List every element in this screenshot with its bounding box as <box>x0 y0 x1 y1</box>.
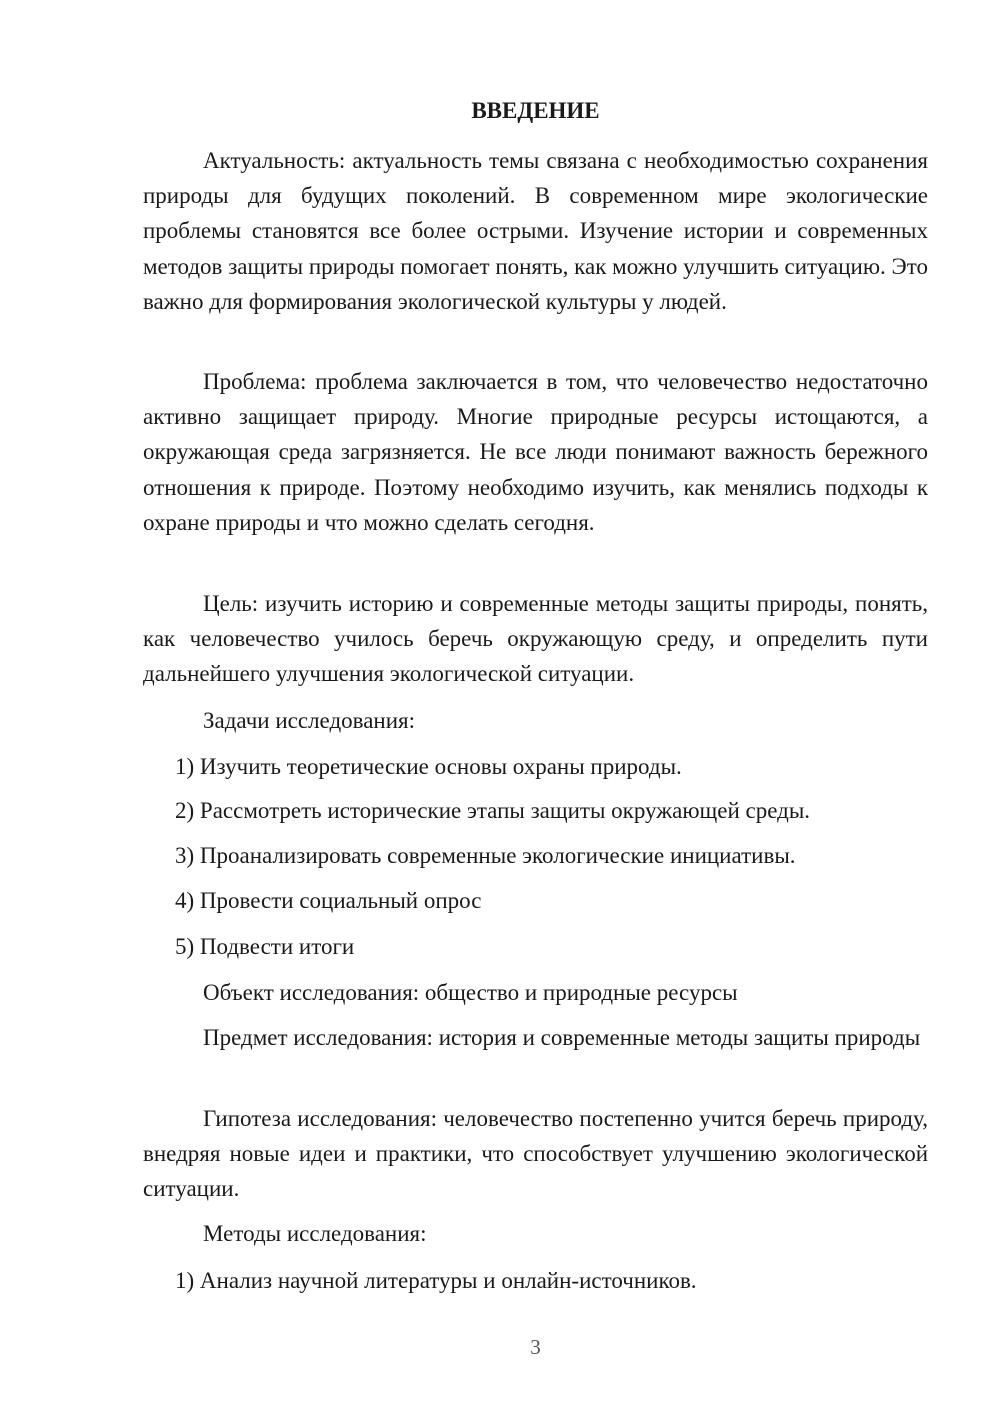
page-number: 3 <box>530 1335 541 1359</box>
paragraph-goal: Цель: изучить историю и современные методы защиты природы, понять, как человечество училось беречь окружающую среду, и определить пути дальнейшего улучшения экологической ситуации. <box>143 591 928 687</box>
task-item-1: 1) Изучить теоретические основы охраны природы. <box>175 754 682 779</box>
paragraph-hypothesis: Гипотеза исследования: человечество постепенно учится беречь природу, внедряя новые идеи и практики, что способствует улучшению экологической ситуации. <box>143 1106 928 1202</box>
tasks-heading: Задачи исследования: <box>203 708 416 733</box>
paragraph-object: Объект исследования: общество и природные ресурсы <box>203 980 738 1005</box>
paragraph-subject: Предмет исследования: история и современные методы защиты природы <box>203 1025 921 1050</box>
page-title: ВВЕДЕНИЕ <box>471 98 600 123</box>
document-page <box>143 0 928 1414</box>
method-item-1: 1) Анализ научной литературы и онлайн-источников. <box>175 1268 697 1293</box>
task-item-5: 5) Подвести итоги <box>175 934 355 959</box>
methods-heading: Методы исследования: <box>203 1221 427 1246</box>
paragraph-problem: Проблема: проблема заключается в том, что человечество недостаточно активно защищает природу. Многие природные ресурсы истощаются, а окружающая среда загрязняется. Не все люди понимают важность бережного отношения к природе. Поэтому необходимо изучить, как менялись подходы к охране природы и что можно сделать сегодня. <box>143 369 928 535</box>
task-item-2: 2) Рассмотреть исторические этапы защиты окружающей среды. <box>175 798 811 823</box>
task-item-3: 3) Проанализировать современные экологические инициативы. <box>175 843 796 868</box>
task-item-4: 4) Провести социальный опрос <box>175 888 482 913</box>
paragraph-relevance: Актуальность: актуальность темы связана с необходимостью сохранения природы для будущих поколений. В современном мире экологические проблемы становятся все более острыми. Изучение истории и современных методов защиты природы помогает понять, как можно улучшить ситуацию. Это важно для формирования экологической культуры у людей. <box>143 148 928 314</box>
